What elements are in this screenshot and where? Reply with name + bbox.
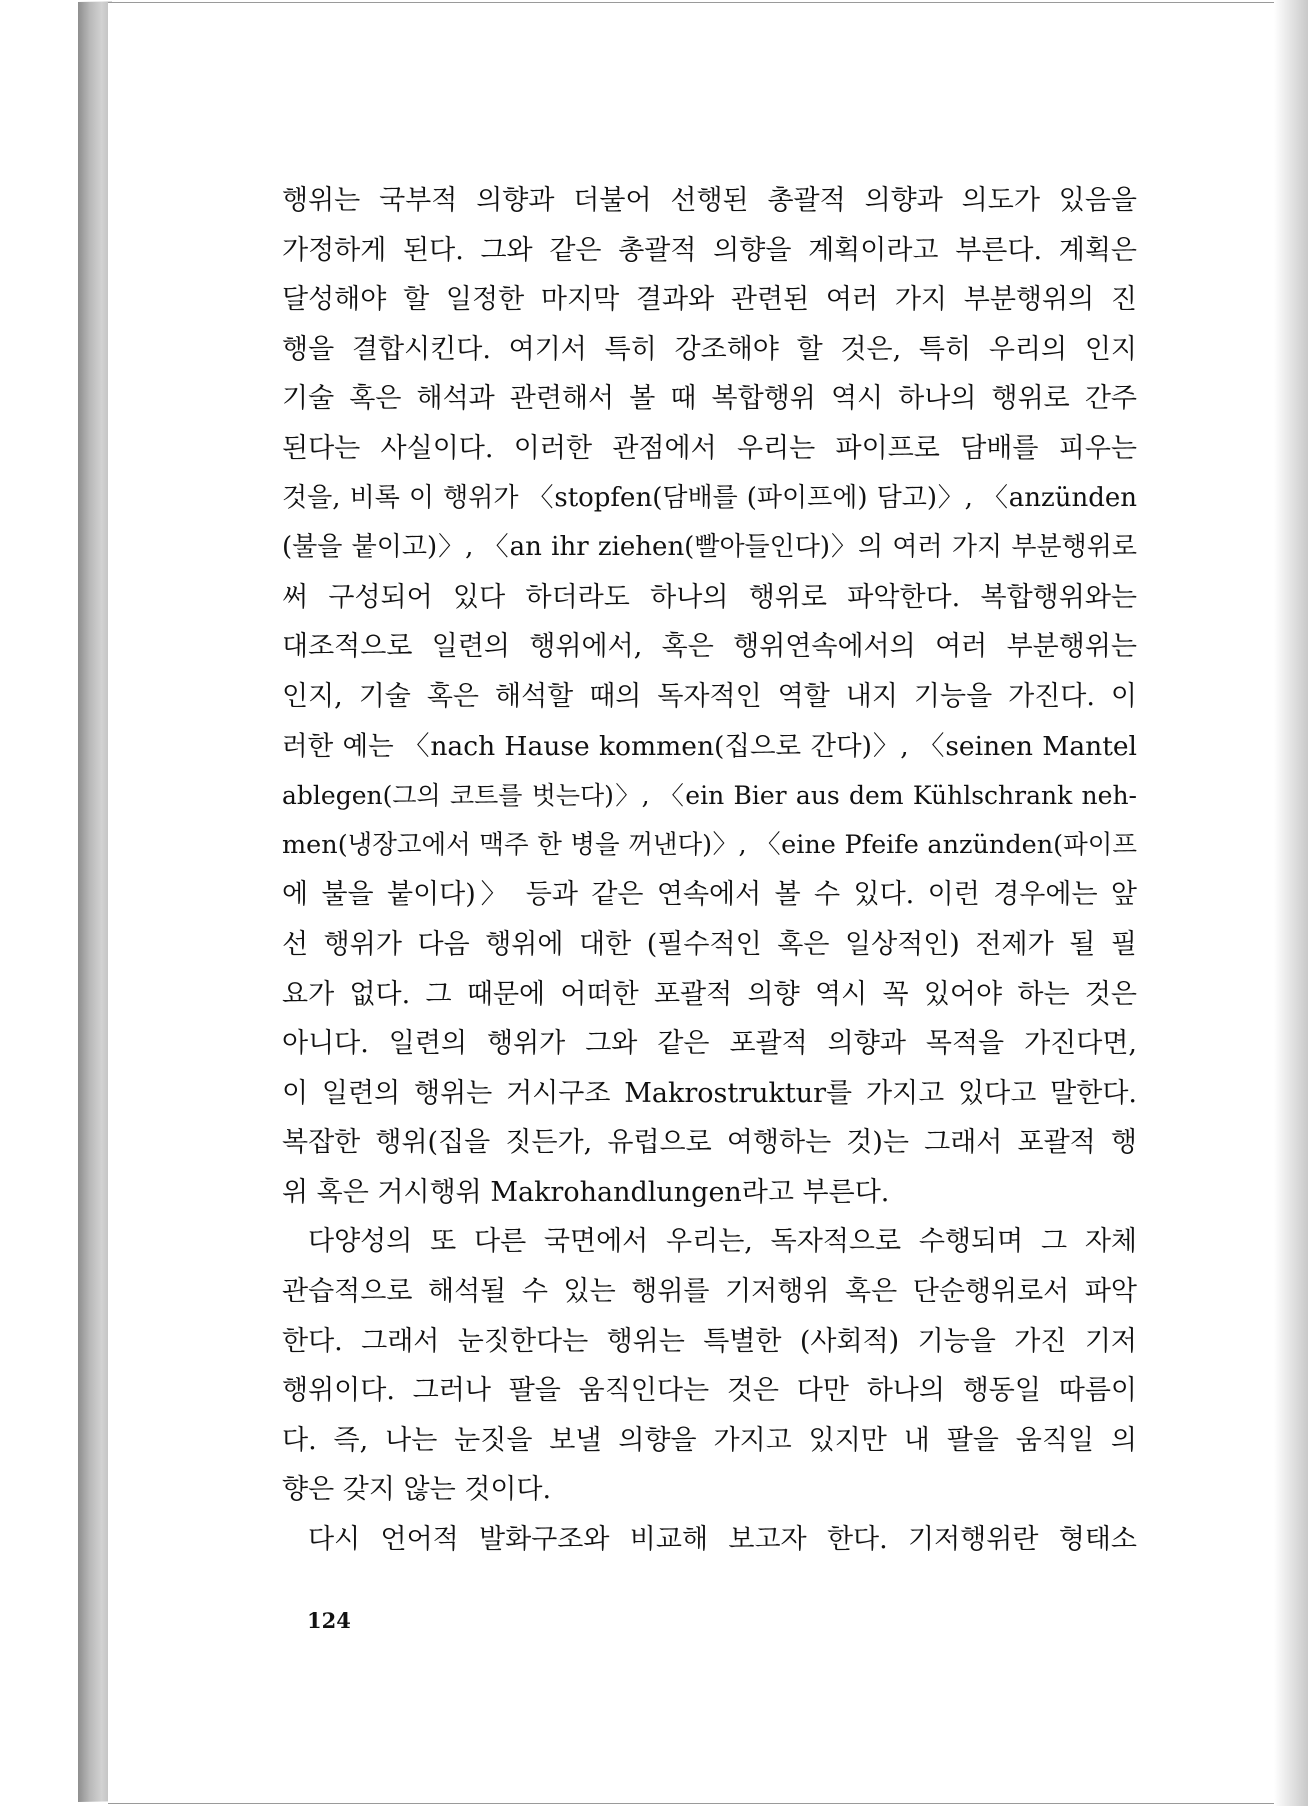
text-line: 향은 갖지 않는 것이다. xyxy=(282,1474,552,1506)
text-line: 행위는 국부적 의향과 더불어 선행된 총괄적 의향과 의도가 있음을 xyxy=(282,185,1137,216)
text-line: 이 일련의 행위는 거시구조 Makrostruktur를 가지고 있다고 말한다. xyxy=(282,1077,1137,1109)
text-line: 위 혹은 거시행위 Makrohandlungen라고 부른다. xyxy=(282,1176,890,1208)
book-spine xyxy=(78,1,112,1802)
text-line: 다양성의 또 다른 국면에서 우리는, 독자적으로 수행되며 그 자체 xyxy=(308,1226,1137,1258)
text-line: 선 행위가 다음 행위에 대한 (필수적인 혹은 일상적인) 전제가 될 필 xyxy=(282,928,1137,960)
text-line: 써 구성되어 있다 하더라도 하나의 행위로 파악한다. 복합행위와는 xyxy=(282,581,1137,613)
text-line: 복잡한 행위(집을 짓든가, 유럽으로 여행하는 것)는 그래서 포괄적 행 xyxy=(282,1127,1137,1159)
text-line: 행위이다. 그러나 팔을 움직인다는 것은 다만 하나의 행동일 따름이 xyxy=(282,1375,1137,1407)
text-line: 된다는 사실이다. 이러한 관점에서 우리는 파이프로 담배를 피우는 xyxy=(282,432,1137,464)
page-edge-shadow xyxy=(1274,0,1308,1806)
text-line: 것을, 비록 이 행위가 〈stopfen(담배를 (파이프에) 담고)〉, 〈anzünden xyxy=(282,482,1137,513)
text-line: ablegen(그의 코트를 벗는다)〉, 〈ein Bier aus dem Kühlschrank neh- xyxy=(282,781,1137,811)
text-line: 다. 즉, 나는 눈짓을 보낼 의향을 가지고 있지만 내 팔을 움직일 의 xyxy=(282,1424,1137,1456)
text-line: 인지, 기술 혹은 해석할 때의 독자적인 역할 내지 기능을 가진다. 이 xyxy=(282,680,1137,712)
text-line: 대조적으로 일련의 행위에서, 혹은 행위연속에서의 여러 부분행위는 xyxy=(282,631,1137,663)
body-text xyxy=(282,176,1137,1565)
text-line: 한다. 그래서 눈짓한다는 행위는 특별한 (사회적) 기능을 가진 기저 xyxy=(282,1325,1137,1357)
text-line: 행을 결합시킨다. 여기서 특히 강조해야 할 것은, 특히 우리의 인지 xyxy=(282,333,1137,365)
page-number: 124 xyxy=(307,1608,351,1633)
text-line: 아니다. 일련의 행위가 그와 같은 포괄적 의향과 목적을 가진다면, xyxy=(282,1028,1137,1060)
text-line: 달성해야 할 일정한 마지막 결과와 관련된 여러 가지 부분행위의 진 xyxy=(282,284,1137,316)
text-line: 에 불을 붙이다)〉 등과 같은 연속에서 볼 수 있다. 이런 경우에는 앞 xyxy=(282,879,1137,911)
text-line: 기술 혹은 해석과 관련해서 볼 때 복합행위 역시 하나의 행위로 간주 xyxy=(282,383,1137,415)
text-line: men(냉장고에서 맥주 한 병을 꺼낸다)〉, 〈eine Pfeife anzünden(파이프 xyxy=(282,829,1137,860)
text-line: 요가 없다. 그 때문에 어떠한 포괄적 의향 역시 꼭 있어야 하는 것은 xyxy=(282,978,1137,1010)
text-line: (불을 붙이고)〉, 〈an ihr ziehen(빨아들인다)〉의 여러 가지 부분행위로 xyxy=(282,532,1137,563)
text-line: 다시 언어적 발화구조와 비교해 보고자 한다. 기저행위란 형태소 xyxy=(308,1524,1137,1556)
text-line: 러한 예는 〈nach Hause kommen(집으로 간다)〉, 〈seinen Mantel xyxy=(282,730,1137,762)
text-line: 가정하게 된다. 그와 같은 총괄적 의향을 계획이라고 부른다. 계획은 xyxy=(282,234,1137,266)
text-line: 관습적으로 해석될 수 있는 행위를 기저행위 혹은 단순행위로서 파악 xyxy=(282,1276,1137,1308)
